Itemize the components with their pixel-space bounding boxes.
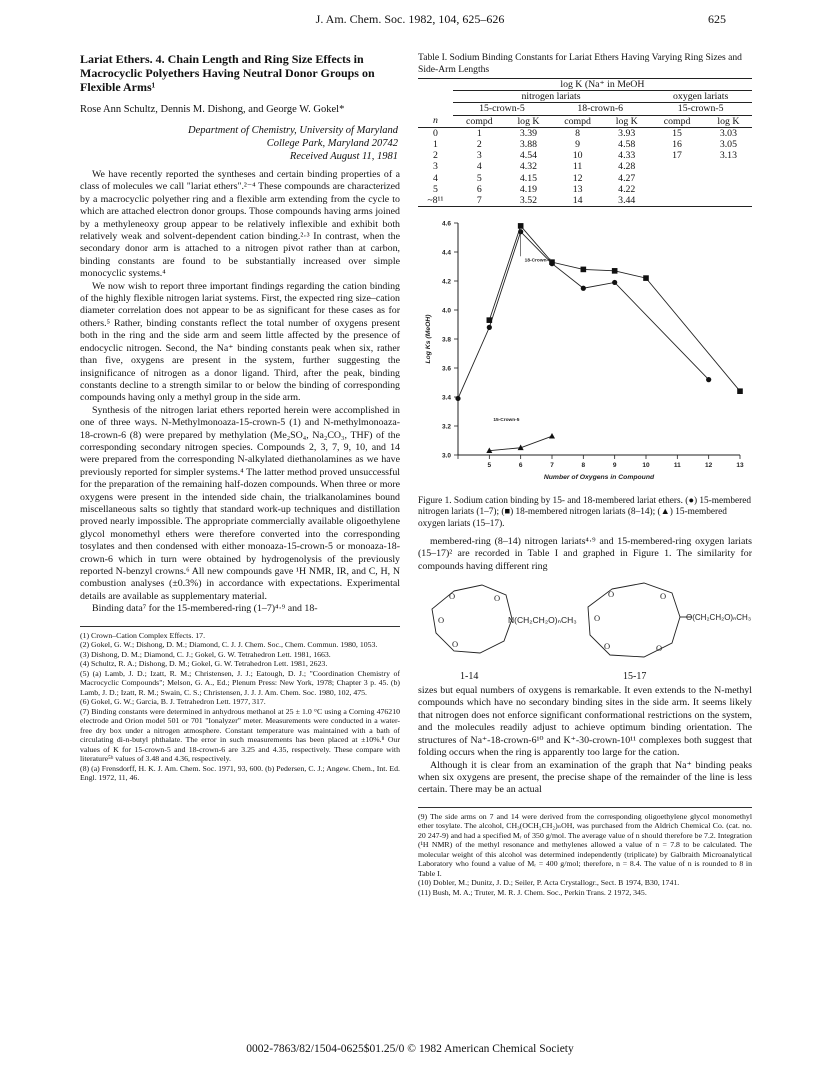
series-line [458,232,709,399]
affiliation [80,124,398,163]
table-row [418,150,752,161]
column-header-logk: log K [517,115,540,127]
cell-n: 1 [432,139,438,151]
reference: (8) (a) Frensdorff, H. K. J. Am. Chem. Soc. 1971, 93, 600. (b) Pedersen, C. J.; Angew. Chem., Int. Ed. Engl. 1972, 11, 46. [80,763,400,783]
cell-compd [649,173,705,184]
cell-logk: 4.15 [519,172,538,184]
binding-constants-table [418,78,752,207]
oxygen-atom: O [438,615,445,626]
cell-compd: 16 [672,139,682,151]
structure-label-left: 1-14 [460,671,479,683]
crown-ring-15-17 [588,583,680,657]
cell-logk: 4.32 [519,161,538,173]
y-tick-label: 3.0 [441,452,451,460]
data-point-square [643,276,649,282]
x-tick-label: 12 [705,462,713,470]
cell-compd: 9 [575,139,581,151]
y-tick-label: 4.2 [441,278,451,286]
right-column [418,52,752,897]
cell-logk: 3.39 [519,127,538,139]
data-point-circle [455,396,460,401]
oxygen-atom: O [656,643,663,654]
cell-logk: 4.22 [618,183,636,195]
cell-logk: 4.28 [618,161,636,173]
oxygen-atom: O [604,641,611,652]
oxygen-atom: O [452,639,459,650]
x-tick-label: 13 [736,462,744,470]
oxygen-atom: O [494,593,501,604]
cell-compd [649,184,705,195]
reference: (5) (a) Lamb, J. D.; Izatt, R. M.; Christensen, J. J.; Eatough, D. J.; "Coordination Chemistry of Macrocyclic Compounds"; Melson, G. A., Ed.; Plenum Press: New York, 1978; Chapter 3 p. 45. (b) Lamb, J. D.; Izatt, R. M.; Swain, C. S.; Christensen, J. J. J. Am. Chem. Soc. 1980, 102, 475. [80,668,400,697]
cell-compd: 6 [476,183,482,195]
cell-compd: 5 [476,172,482,184]
y-tick-label: 3.8 [441,336,451,344]
structure-label-right: 15-17 [623,671,647,683]
column-header-n: n [432,115,438,127]
cell-logk: 4.33 [618,150,636,162]
y-tick-label: 3.2 [441,423,451,431]
oxygen-atom: O [449,591,456,602]
table-caption: Table I. Sodium Binding Constants for Lariat Ethers Having Varying Ring Sizes and Side-Arm Lengths [418,52,742,75]
cell-compd [649,195,705,207]
oxygen-atom: O [594,613,601,624]
reference: (10) Dobler, M.; Dunitz, J. D.; Seiler, P. Acta Crystallogr., Sect. B 1974, B30, 1741. [418,878,680,888]
table-row [418,139,752,150]
body-paragraph: membered-ring (8–14) nitrogen lariats⁴·⁹ and 15-membered-ring oxygen lariats (15–17)² are recorded in Table I and graphed in Figure 1. The similarity for compounds having different ring [418,535,752,572]
cell-compd: 15 [672,127,682,139]
ring-header-15-oxygen: 15-crown-5 [649,103,752,115]
left-column [80,52,400,783]
reference: (7) Binding constants were determined in anhydrous methanol at 25 ± 1.0 °C using a Corning 476210 electrode and Orion model 501 or 701 "Ionalyzer" meter. Measurements were conducted in a water-free dry box under a nitrogen atmosphere. Constant temperature was maintained with a bath of circulating di-n-butyl phthalate. The error in such measurements has been placed at ±10%.⁸ Our values of K for 15-crown-5 and 18-crown-6 are 3.25 and 4.35, respectively. These compare with literature⁵ᵇ values of 3.48 and 4.36, respectively. [80,706,400,764]
journal-citation: J. Am. Chem. Soc. 1982, 104, 625–626 [315,12,505,26]
table-super-header: log K (Na⁺ in MeOH [453,79,752,91]
cell-logk: 4.54 [519,150,538,162]
article-title: Lariat Ethers. 4. Chain Length and Ring Size Effects in Macrocyclic Polyethers Having Neutral Donor Groups on Flexible Arms¹ [80,52,375,94]
x-tick-label: 8 [581,462,586,470]
group-header-nitrogen: nitrogen lariats [453,91,650,103]
structure-labels [418,671,752,685]
data-point-square [487,318,493,324]
cell-compd: 1 [476,127,482,139]
cell-logk [705,195,752,207]
reference: (6) Gokel, G. W.; Garcia, B. J. Tetrahedron Lett. 1977, 317. [80,697,266,707]
cell-n: 0 [432,127,438,139]
affiliation-line-1: Department of Chemistry, University of Maryland [188,125,398,136]
cell-compd: 7 [476,195,482,207]
cell-logk [705,161,752,172]
cell-n: 2 [432,150,438,162]
side-arm-nitrogen: N(CH₂CH₂O)ₙCH₃ [508,615,577,626]
copyright-footer: 0002-7863/82/1504-0625$01.25/0 © 1982 American Chemical Society [246,1043,574,1055]
cell-compd: 14 [572,195,583,207]
x-tick-label: 5 [487,462,492,470]
data-point-triangle [549,433,555,439]
data-point-square [518,223,524,229]
cell-n: 5 [432,183,438,195]
x-tick-label: 11 [673,462,681,470]
data-point-circle [612,280,617,285]
x-tick-label: 7 [550,462,554,470]
column-header-compd: compd [663,115,691,127]
body-paragraph: We now wish to report three important findings regarding the cation binding of the highly flexible nitrogen lariat systems. First, the expected ring size–cation diameter correlation does not appear to be as significant for these cases as for others.⁵ Rather, binding constants reflect the total number of oxygens present both in the ring and the side arm and seem little affected by the presence of endocyclic nitrogen. Second, the Na⁺ binding constants peak when six, rather than five, oxygens are present in the system, further suggesting the insignificance of nitrogen as a donor ligand. Third, after the peak, binding constants decline to a strength similar to or below the binding of corresponding compounds having only a methyl group in the side arm. [80,280,400,404]
cell-compd: 8 [575,127,581,139]
y-tick-label: 4.0 [441,307,451,315]
data-point-circle [706,377,711,382]
cell-logk [705,173,752,184]
series-line [489,226,740,391]
cell-compd: 13 [572,183,583,195]
y-tick-label: 3.4 [441,394,451,402]
data-point-circle [487,325,492,330]
body-paragraph: Synthesis of the nitrogen lariat ethers reported herein were accomplished in one of three ways. N-Methylmonoaza-15-crown-5 (1) and N-methylmonoaza-18-crown-6 (8) were prepared by methylation (Me₂SO₄, Na₂CO₃, THF) of the corresponding secondary nitrogen species. Compounds 2, 3, 7, 9, 10, and 14 were prepared from the corresponding N-alkylated diethanolamines as we have previously reported for simpler systems.⁴ The latter method proved unsuccessful for the preparation of the remaining half-dozen compounds. When three or more oxygens were present in the intended side chain, the trialkanolamines bound miscellaneous salts so tightly that standard work-up techniques and distillation proved nearly impossible. The appropriate commercially available oligoethylene glycol monomethyl ethers were therefore converted into the corresponding tosylates and then condensed with either monoaza-15-crown-5 or monoaza-18-crown-6 which in turn were obtained by hydrogenolysis of the previously reported N-benzyl crowns.⁶ All new compounds gave ¹H NMR, IR, and C, H, N combustion analyses (±0.3%) in accordance with expectations. Experimental details are available as supplementary material. [80,404,400,602]
point-annotation: 15-Crown-5 [493,417,520,423]
cell-logk: 4.27 [618,172,636,184]
reference: (4) Schultz, R. A.; Dishong, D. M.; Gokel, G. W. Tetrahedron Lett. 1981, 2623. [80,659,328,669]
cell-logk: 4.58 [618,139,636,151]
x-tick-label: 6 [518,462,523,470]
lariat-structures-diagram [418,577,752,669]
cell-compd: 12 [572,172,583,184]
column-header-compd: compd [466,115,493,127]
cell-logk: 3.13 [719,150,737,162]
body-paragraph: Binding data⁷ for the 15-membered-ring (1–7)⁴·⁹ and 18- [92,603,318,615]
received-date: Received August 11, 1981 [289,151,398,162]
table-row [418,195,752,207]
figure-caption: Figure 1. Sodium cation binding by 15- and 18-membered lariat ethers. (●) 15-membered nitrogen lariats (1–7); (■) 18-membered nitrogen lariats (8–14); (▲) 15-membered oxygen lariats (15–17). [418,496,751,529]
ring-header-18: 18-crown-6 [551,103,649,115]
cell-logk: 3.88 [519,139,538,151]
cell-logk: 3.52 [519,195,538,207]
data-point-square [737,389,743,395]
cell-n: 3 [432,161,438,173]
ring-header-15: 15-crown-5 [453,103,551,115]
data-point-square [612,268,618,274]
cell-logk: 3.93 [618,127,636,139]
cell-compd: 3 [476,150,482,162]
cell-compd: 4 [476,161,482,173]
y-tick-label: 3.6 [441,365,451,373]
table-row [418,173,752,184]
x-tick-label: 10 [642,462,650,470]
cell-n: ~8¹¹ [427,195,444,207]
author-list: Rose Ann Schultz, Dennis M. Dishong, and George W. Gokel* [80,104,345,115]
x-axis-label: Number of Oxygens in Compound [543,474,655,482]
reference: (2) Gokel, G. W.; Dishong, D. M.; Diamond, C. J. J. Chem. Soc., Chem. Commun. 1980, 1053. [80,640,378,650]
reference: (11) Bush, M. A.; Truter, M. R. J. Chem. Soc., Perkin Trans. 2 1972, 345. [418,887,647,897]
binding-constant-chart [418,215,752,493]
references-right [418,807,752,898]
data-point-circle [581,286,586,291]
cell-compd: 2 [476,139,482,151]
column-header-logk: log K [615,115,638,127]
cell-n: 4 [432,172,438,184]
x-tick-label: 9 [612,462,617,470]
table-row [418,184,752,195]
y-axis-label: Log Ks (MeOH) [425,314,432,364]
cell-compd: 17 [672,150,682,162]
side-arm-oxygen: O(CH₂CH₂O)ₙCH₃ [686,613,752,623]
cell-logk [705,184,752,195]
cell-logk: 3.05 [719,139,737,151]
table-row [418,127,752,139]
body-paragraph: We have recently reported the syntheses and certain binding properties of a class of molecules we call "lariat ethers".²⁻⁴ These compounds are characterized by a macrocyclic polyether ring and a flexible arm extending from the cycle to which are attached electron donor groups. Those compounds having arms joined by a methyleneoxy group appear to be relatively inflexible and exhibit both relatively weak and solvent-dependent cation binding.²·³ In contrast, when the secondary donor arm is attached to a nitrogen pivot rather than at carbon, binding constants are found to be substantially increased over simple monocyclic systems.⁴ [80,169,400,280]
body-paragraph: Although it is clear from an examination of the graph that Na⁺ binding peaks when six oxygens are present, the precise shape of the remainder of the line is less certain. There may be an actual [418,759,752,796]
reference: (1) Crown–Cation Complex Effects. 17. [80,630,206,640]
references-left [80,626,400,783]
column-header-compd: compd [564,115,591,127]
group-header-oxygen: oxygen lariats [649,91,752,103]
column-header-logk: log K [717,115,740,127]
cell-compd: 11 [572,161,583,173]
cell-logk: 4.19 [519,183,538,195]
y-tick-label: 4.6 [441,220,451,228]
oxygen-atom: O [608,589,615,600]
data-point-square [581,267,587,273]
reference: (9) The side arms on 7 and 14 were derived from the corresponding oligoethylene glycol monomethyl ether tosylate. The alcohol, CH₃(OCH₂CH₂)ₙOH, was purchased from the Aldrich Chemical Co. (cat. no. 20 247-9) and had a specified Mᵣ of 350 g/mol. The average value of n should therefore be 7.2. Integration (¹H NMR) of the methyl resonance and methylenes allowed a value of n = 7.8 to be calculated. The molecular weight of this alcohol was determined independently (triplicate) by Galbraith Microanalytical Laboratory who found a value of Mᵣ = 400 g/mol; therefore, n = 8.4. The value of n is rounded to 8 in Table I. [418,811,752,878]
y-tick-label: 4.4 [441,249,451,257]
body-paragraph: sizes but equal numbers of oxygens is remarkable. It even extends to the N-methyl compounds which have no secondary binding sites in the side arm. It seems likely that nitrogen does not enforce significant conformational restrictions on the system, and the molecules readily adjust to achieve optimum binding orientation. The structures of Na⁺-18-crown-6¹⁰ and K⁺-30-crown-10¹¹ complexes both suggest that folding occurs when the ring is apparently too large for the cation. [418,685,752,759]
page-number: 625 [708,12,726,26]
table-row [418,161,752,172]
cell-logk: 3.44 [618,195,636,207]
reference: (3) Dishong, D. M.; Diamond, C. J.; Gokel, G. W. Tetrahedron Lett. 1981, 1663. [80,649,331,659]
oxygen-atom: O [660,591,667,602]
cell-logk: 3.03 [719,127,737,139]
cell-compd [649,161,705,172]
point-annotation: 18-Crown-6 [524,258,551,264]
affiliation-line-2: College Park, Maryland 20742 [266,138,398,149]
cell-compd: 10 [572,150,583,162]
